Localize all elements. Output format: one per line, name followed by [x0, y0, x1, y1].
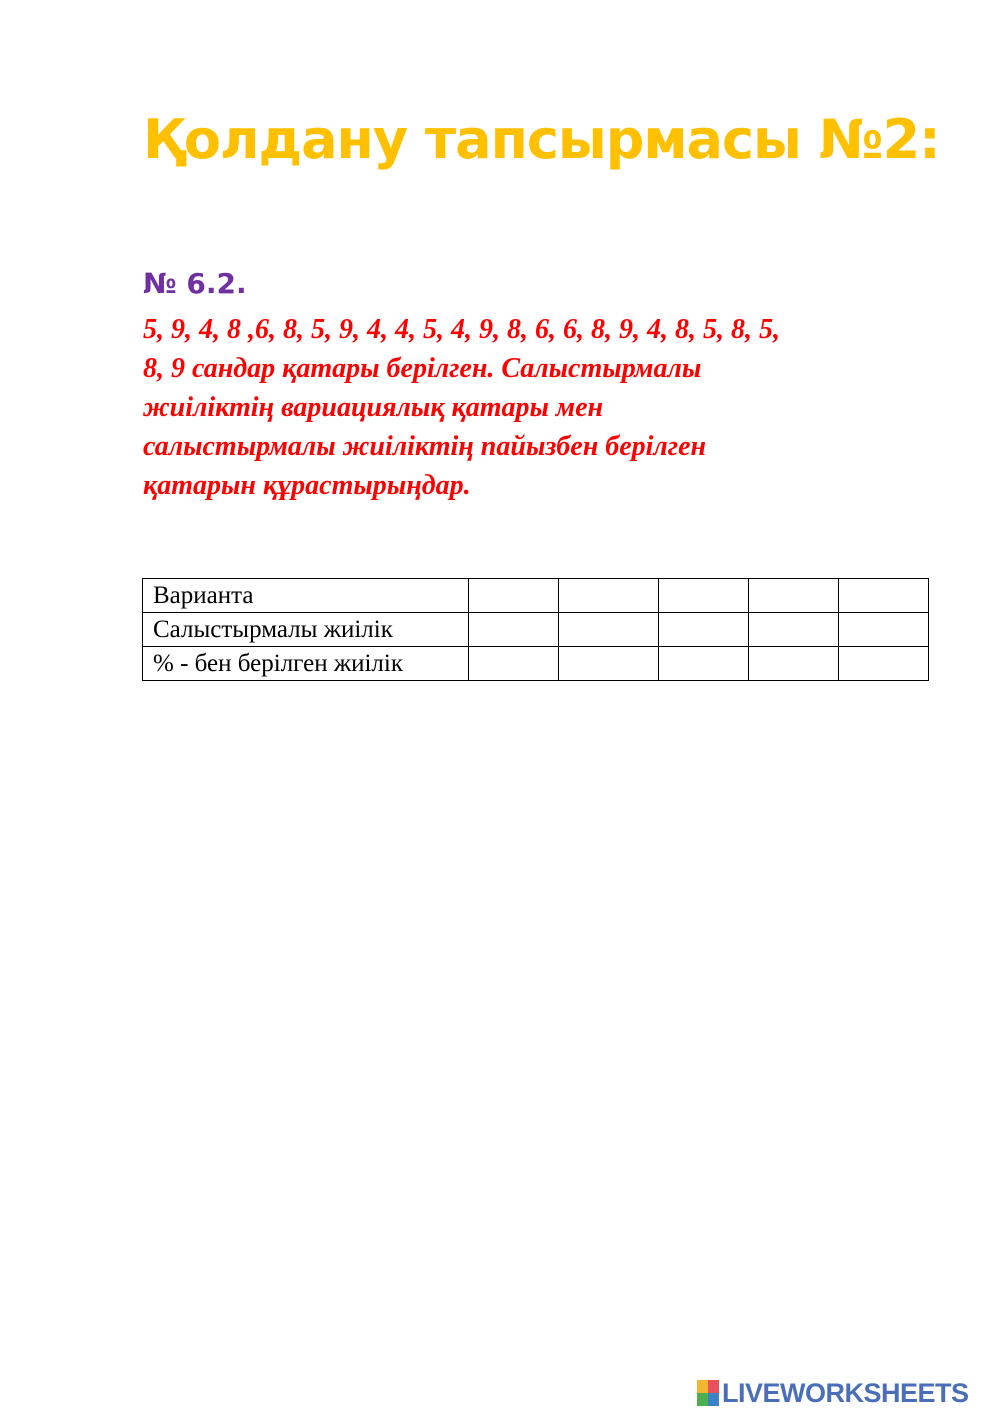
answer-cell[interactable]	[559, 613, 659, 647]
logo-text: LIVEWORKSHEETS	[722, 1377, 969, 1408]
answer-cell[interactable]	[659, 613, 749, 647]
answer-cell[interactable]	[749, 647, 839, 681]
task-text-line: 5, 9, 4, 8 ,6, 8, 5, 9, 4, 4, 5, 4, 9, 8, 6, 6, 8, 9, 4, 8, 5, 8, 5,	[143, 314, 780, 345]
task-text-line: 8, 9 сандар қатары берілген. Салыстырмалы	[143, 353, 702, 384]
answer-cell[interactable]	[839, 613, 929, 647]
row-label-percent-frequency: % - бен берілген жиілік	[143, 647, 469, 681]
task-number: № 6.2.	[143, 267, 247, 300]
frequency-table	[142, 578, 929, 681]
liveworksheets-logo-icon	[697, 1380, 719, 1406]
table-row-relative-frequency	[143, 613, 929, 647]
page-title: Қолдану тапсырмасы №2:	[143, 108, 940, 171]
table-row-variant	[143, 579, 929, 613]
answer-cell[interactable]	[559, 647, 659, 681]
liveworksheets-logo	[697, 1378, 969, 1408]
answer-cell[interactable]	[659, 647, 749, 681]
task-text	[143, 310, 933, 505]
answer-cell[interactable]	[469, 579, 559, 613]
answer-cell[interactable]	[659, 579, 749, 613]
answer-cell[interactable]	[469, 613, 559, 647]
answer-cell[interactable]	[749, 613, 839, 647]
task-text-line: жиіліктің вариациялық қатары мен	[143, 392, 604, 423]
answer-cell[interactable]	[839, 647, 929, 681]
answer-cell[interactable]	[749, 579, 839, 613]
answer-cell[interactable]	[469, 647, 559, 681]
row-label-variant: Варианта	[143, 579, 469, 613]
task-text-line: салыстырмалы жиіліктің пайызбен берілген	[143, 431, 707, 462]
answer-cell[interactable]	[839, 579, 929, 613]
row-label-relative-frequency: Салыстырмалы жиілік	[143, 613, 469, 647]
task-text-line: қатарын құрастырыңдар.	[143, 470, 471, 501]
answer-cell[interactable]	[559, 579, 659, 613]
table-row-percent-frequency	[143, 647, 929, 681]
